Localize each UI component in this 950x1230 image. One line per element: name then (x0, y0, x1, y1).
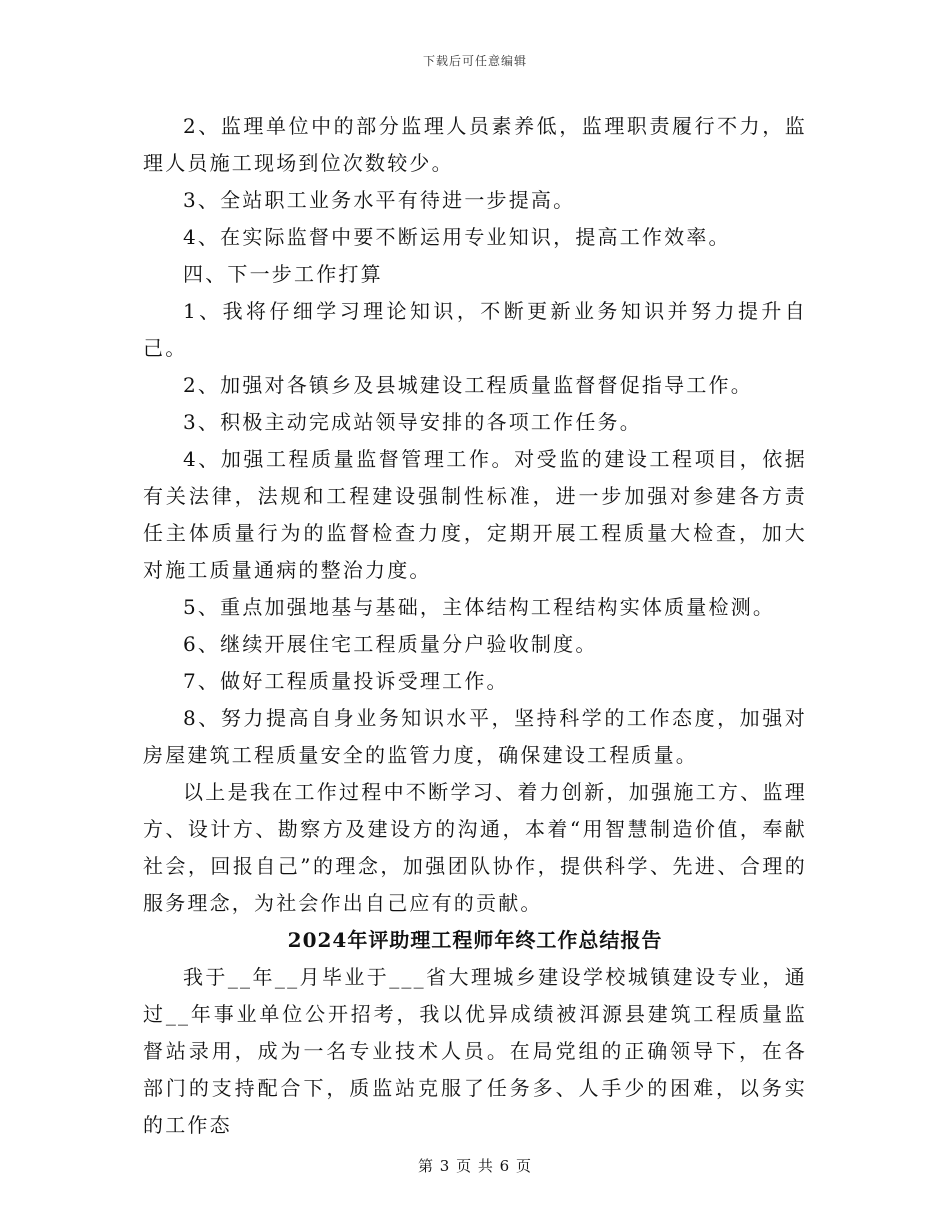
paragraph-plan-5: 5、重点加强地基与基础，主体结构工程结构实体质量检测。 (183, 595, 776, 619)
paragraph-plan-4: 4、加强工程质量监督管理工作。对受监的建设工程项目，依据有关法律，法规和工程建设强制性标准，进一步加强对参建各方责任主体质量行为的监督检查力度，定期开展工程质量大检查，加大对施工质量通病的整治力度。 (143, 447, 807, 582)
paragraph-conclusion: 以上是我在工作过程中不断学习、着力创新，加强施工方、监理方、设计方、勘察方及建设方的沟通，本着“用智慧制造价值，奉献社会，回报自己”的理念，加强团队协作，提供科学、先进、合理的服务理念，为社会作出自己应有的贡献。 (143, 780, 807, 915)
page-footer: 第 3 页 共 6 页 (418, 1157, 532, 1175)
paragraph-plan-8: 8、努力提高自身业务知识水平，坚持科学的工作态度，加强对房屋建筑工程质量安全的监管力度，确保建设工程质量。 (143, 706, 807, 767)
paragraph-efficiency: 4、在实际监督中要不断运用专业知识，提高工作效率。 (183, 225, 731, 249)
paragraph-staff-skill: 3、全站职工业务水平有待进一步提高。 (183, 188, 576, 212)
section-heading-next-plan: 四、下一步工作打算 (183, 262, 383, 286)
report-title: 2024年评助理工程师年终工作总结报告 (287, 928, 663, 952)
document-body (143, 108, 807, 1144)
paragraph-plan-1: 1、我将仔细学习理论知识，不断更新业务知识并努力提升自己。 (143, 299, 807, 360)
paragraph-plan-6: 6、继续开展住宅工程质量分户验收制度。 (183, 632, 598, 656)
paragraph-plan-2: 2、加强对各镇乡及县城建设工程质量监督督促指导工作。 (183, 373, 753, 397)
paragraph-plan-7: 7、做好工程质量投诉受理工作。 (183, 669, 509, 693)
paragraph-plan-3: 3、积极主动完成站领导安排的各项工作任务。 (183, 410, 642, 434)
paragraph-intro: 我于__年__月毕业于___省大理城乡建设学校城镇建设专业，通过__年事业单位公开招考，我以优异成绩被洱源县建筑工程质量监督站录用，成为一名专业技术人员。在局党组的正确领导下，在各部门的支持配合下，质监站克服了任务多、人手少的困难，以务实的工作态 (143, 965, 807, 1137)
page-header: 下载后可任意编辑 (422, 54, 527, 68)
paragraph-monitoring-issue: 2、监理单位中的部分监理人员素养低，监理职责履行不力，监理人员施工现场到位次数较少。 (143, 114, 807, 175)
